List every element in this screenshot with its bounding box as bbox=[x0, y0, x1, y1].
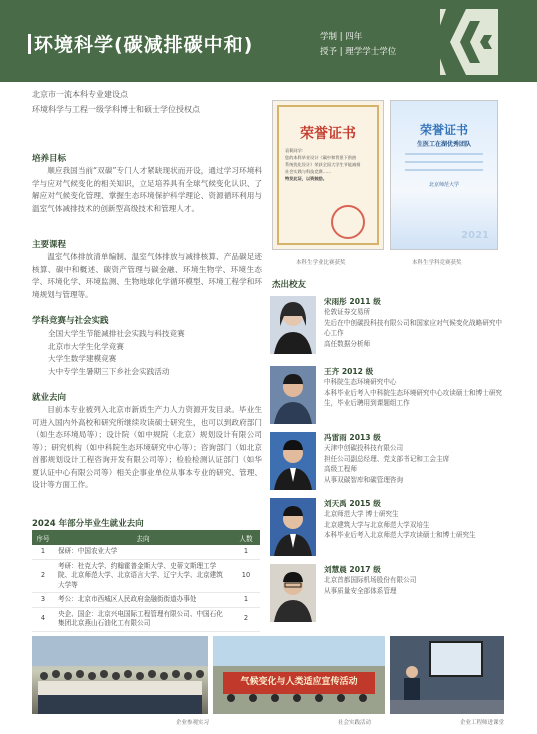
certificate-line: 袁莉同学： bbox=[285, 148, 306, 153]
competition-item: 大学生数学建模竞赛 bbox=[48, 354, 117, 363]
employment-title: 就业去向 bbox=[32, 393, 67, 403]
certificate-right-caption: 本科生学科竞赛获奖 bbox=[412, 260, 462, 266]
row-count: 1 bbox=[232, 545, 260, 559]
alumni-desc: 北京师范大学 博士研究生 北京建筑大学与北京师范大学双培生 本科毕业后考入北京师范大学攻读硕士和博士研究生 bbox=[324, 510, 476, 539]
certificate-line: 特发此证，以资鼓励。 bbox=[285, 176, 327, 181]
alumni-card bbox=[270, 498, 506, 560]
row-count: 10 bbox=[232, 559, 260, 593]
row-index: 2 bbox=[32, 559, 54, 593]
goal-title: 培养目标 bbox=[32, 154, 67, 164]
col-header-count: 人数 bbox=[232, 530, 260, 545]
row-index: 3 bbox=[32, 593, 54, 608]
intro-block bbox=[32, 87, 200, 117]
courses-title: 主要课程 bbox=[32, 240, 67, 250]
intro-line-1: 北京市一流本科专业建设点 bbox=[32, 90, 128, 99]
alumni-card bbox=[270, 432, 506, 494]
logo-emblem bbox=[440, 9, 498, 75]
row-index: 1 bbox=[32, 545, 54, 559]
goal-text: 顺应我国当前“双碳”专门人才紧缺现状而开设，通过学习环境科学与应对气候变化的相关知识，立足培养具有全球气候变化认识、了解应对气候变化管理、掌握生态环境保护科学理论、资源循环利用与温室气体减排技术的创新型高级技术和管理人才。 bbox=[32, 166, 262, 213]
table-title: 2024 年部分毕业生就业去向 bbox=[32, 519, 144, 529]
alumni-desc: 伦敦证券交易所 先后在中创碳投科技有限公司和国家应对气候变化战略研究中心工作 高任数据分析师 bbox=[324, 308, 503, 348]
photo-caption-1: 企业参观实习 bbox=[176, 720, 210, 726]
certificate-left-title: 荣誉证书 bbox=[300, 126, 356, 142]
alumni-card bbox=[270, 366, 506, 428]
chevron-logo-icon bbox=[440, 9, 498, 75]
row-destination: 考公：北京市西城区人民政府金融街街道办事处 bbox=[54, 593, 232, 608]
alumni-card bbox=[270, 564, 506, 626]
table-row bbox=[32, 559, 260, 593]
alumni-desc: 北京首都国际机场股份有限公司 从事质量安全部体系管理 bbox=[324, 576, 417, 595]
alumni-title: 杰出校友 bbox=[272, 280, 307, 290]
alumni-name: 刘慧晨 2017 级 bbox=[324, 565, 381, 574]
duration-label: 学制 | 四年 bbox=[320, 32, 363, 42]
alumni-photo bbox=[270, 432, 316, 490]
competitions-title: 学科竞赛与社会实践 bbox=[32, 316, 109, 326]
degree-label: 授予 | 理学学士学位 bbox=[320, 47, 397, 57]
employment-text: 目前本专业被列入北京市新质生产力人力资源开发目录。毕业生可进入国内外高校和研究所继续攻读硕士研究生，也可以到政府部门（如生态环境局等）；设计院（如中规院（北京）规划设计有限公司等）；研究机构（如中科院生态环境研究中心等）；咨询部门（如北京首都规划设计工程咨询开发有限公司等）；检验检测认证部门（如华夏认证中心有限公司等）相关企事业单位从事本专业的研究、管理、设计等方面工作。 bbox=[32, 405, 262, 489]
alumni-photo bbox=[270, 296, 316, 354]
competition-item: 大中专学生暑期三下乡社会实践活动 bbox=[48, 366, 170, 376]
alumni-name: 王齐 2012 级 bbox=[324, 367, 374, 376]
alumni-name: 刘天禹 2015 级 bbox=[324, 499, 381, 508]
alumni-photo bbox=[270, 498, 316, 556]
row-count: 2 bbox=[232, 607, 260, 631]
red-seal-icon bbox=[331, 205, 365, 239]
certificate-right-title: 荣誉证书 bbox=[419, 123, 468, 137]
alumni-desc: 中科院生态环境研究中心 本科毕业后考入中科院生态环境研究中心攻读硕士和博士研究生，毕业后聘用到课题组工作 bbox=[324, 378, 503, 407]
certificate-left-caption: 本科生学业比赛获奖 bbox=[296, 260, 346, 266]
intro-line-2: 环境科学与工程一级学科博士和硕士学位授权点 bbox=[32, 105, 200, 114]
certificate-right bbox=[390, 100, 498, 250]
certificate-line: 社会实践与科技竞赛…… bbox=[285, 169, 332, 174]
employment-table bbox=[32, 530, 260, 632]
header-band bbox=[0, 0, 537, 82]
alumni-name: 宋雨彤 2011 级 bbox=[324, 297, 381, 306]
certificate-left-body bbox=[285, 147, 373, 182]
alumni-card bbox=[270, 296, 506, 358]
page-title: 环境科学(碳减排碳中和) bbox=[34, 34, 254, 56]
photo-caption-2: 社会实践活动 bbox=[338, 720, 372, 726]
certificate-left bbox=[272, 100, 384, 250]
program-meta bbox=[320, 30, 396, 60]
table-row bbox=[32, 545, 260, 559]
competitions-list bbox=[48, 328, 268, 378]
competition-item: 全国大学生节能减排社会实践与科技竞赛 bbox=[48, 329, 185, 338]
col-header-destination: 去向 bbox=[54, 530, 232, 545]
outreach-banner: 气候变化与人类适应宣传活动 bbox=[240, 677, 358, 687]
alumni-desc: 天津中创碳投科技有限公司 担任公司副总经理、党支部书记和工会主席 高级工程师 从事双碳智库和碳管理咨询 bbox=[324, 444, 450, 484]
certificate-right-school: 北京师范大学 bbox=[428, 182, 459, 188]
row-count: 1 bbox=[232, 593, 260, 608]
group-photo-outreach bbox=[213, 636, 385, 714]
alumni-photo bbox=[270, 564, 316, 622]
competition-item: 北京市大学生化学竞赛 bbox=[48, 341, 124, 351]
row-destination: 考研：杜克大学、约翰霍普金斯大学、史蒂文斯理工学院、北京师范大学、北京语言大学、辽宁大学、北京建筑大学等 bbox=[54, 559, 232, 593]
table-row bbox=[32, 593, 260, 608]
row-destination: 央企、国企：北京兴电国际工程管理有限公司、中国石化集团北京燕山石油化工有限公司 bbox=[54, 607, 232, 631]
certificate-line: 您的本科毕业设计《碳中和背景下供热 bbox=[285, 155, 357, 160]
alumni-name: 冯雷雨 2013 级 bbox=[324, 433, 381, 442]
alumni-photo bbox=[270, 366, 316, 424]
row-destination: 保研：中国农业大学 bbox=[54, 545, 232, 559]
certificate-right-year: 2021 bbox=[461, 230, 489, 241]
table-row bbox=[32, 607, 260, 631]
title-accent-bar bbox=[28, 34, 31, 54]
photo-caption-3: 企业工程师进课堂 bbox=[460, 720, 505, 726]
row-index: 4 bbox=[32, 607, 54, 631]
group-photo-field-trip bbox=[32, 636, 208, 714]
photo-classroom bbox=[390, 636, 504, 714]
col-header-index: 序号 bbox=[32, 530, 54, 545]
certificate-right-subtitle: 生医工在湖优秀团队 bbox=[416, 141, 471, 148]
certificate-line: 系统优化设计》荣获全国大学生节能减排 bbox=[285, 162, 361, 167]
courses-text: 温室气体排放清单编制、温室气体排放与减排核算、产品碳足迹核算、碳中和概述、碳资产管理与碳金融、环境生物学、环境生态学、环境化学、环境监测、生物地球化学循环模型、环境工程学和环境规划与管理等。 bbox=[32, 252, 262, 299]
